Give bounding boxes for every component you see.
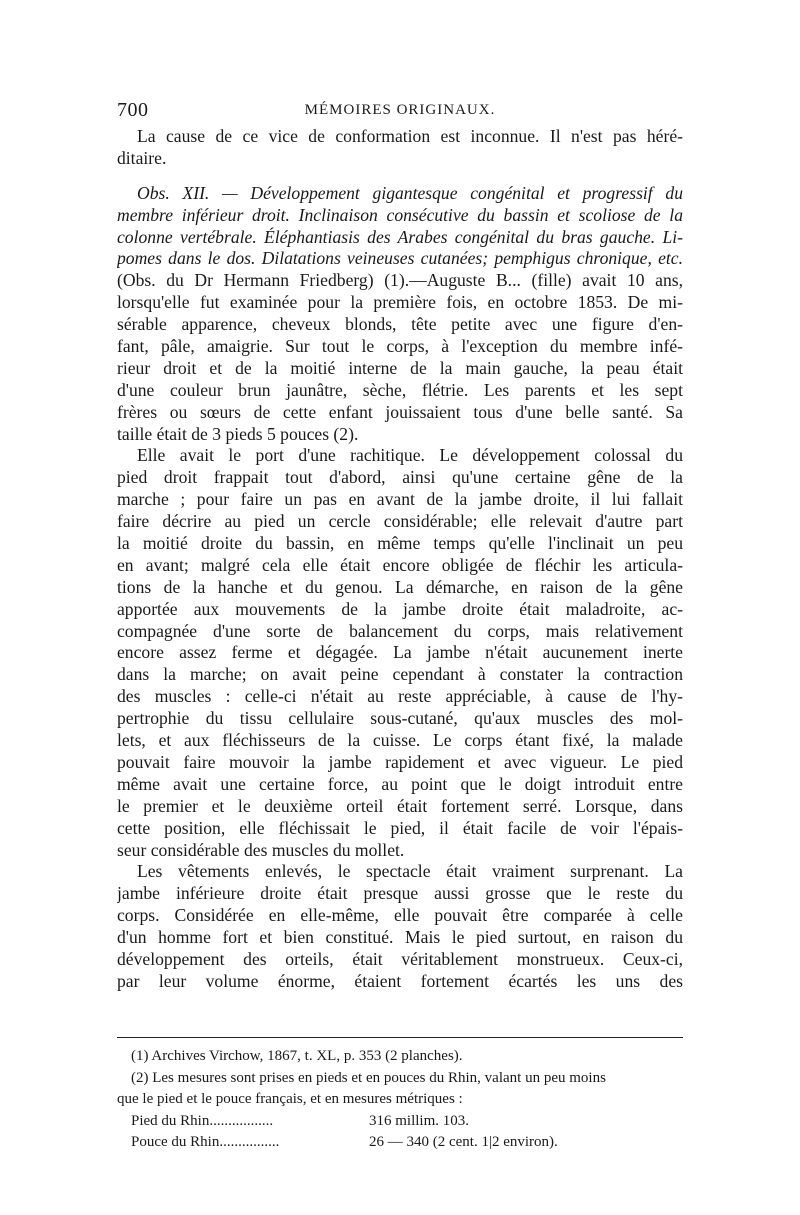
text-line: sérable apparence, cheveux blonds, tête petite avec une figure d'en- <box>117 314 683 335</box>
text-line: en avant; malgré cela elle était encore obligée de fléchir les articula- <box>117 554 683 575</box>
text-line: corps. Considérée en elle-même, elle pouvait être comparée à celle <box>117 905 683 926</box>
footnotes <box>117 1046 683 1154</box>
text-line: développement des orteils, était véritablement monstrueux. Ceux-ci, <box>117 948 683 969</box>
text-line: colonne vertébrale. Éléphantiasis des Arabes congénital du bras gauche. Li- <box>117 226 683 247</box>
text-line: (Obs. du Dr Hermann Friedberg) (1).—Auguste B... (fille) avait 10 ans, <box>117 270 683 291</box>
measure-label-pied: Pied du Rhin................. <box>131 1112 274 1129</box>
text-line: pouvait faire mouvoir la jambe rapidement et avec vigueur. Le pied <box>117 751 683 772</box>
text-line: rieur droit et de la moitié interne de la main gauche, la peau était <box>117 357 683 378</box>
text-line: fant, pâle, amaigrie. Sur tout le corps, à l'exception du membre infé- <box>117 336 683 357</box>
text-line: encore assez ferme et dégagée. La jambe n'était aucunement inerte <box>117 642 683 663</box>
text-line: Elle avait le port d'une rachitique. Le développement colossal du <box>137 445 683 466</box>
running-head: MÉMOIRES ORIGINAUX. <box>304 102 496 118</box>
measure-value-pied: 316 millim. 103. <box>369 1112 470 1129</box>
text-line: Obs. XII. — Développement gigantesque congénital et progressif du <box>137 182 683 203</box>
footnote-rule <box>117 1037 683 1038</box>
footnote-1: (1) Archives Virchow, 1867, t. XL, p. 353 (2 planches). <box>131 1048 463 1064</box>
text-line: frères ou sœurs de cette enfant jouissaient tous d'une belle santé. Sa <box>117 401 683 422</box>
measure-value-pouce: 26 — 340 (2 cent. 1|2 environ). <box>369 1134 558 1150</box>
text-line: compagnée d'une sorte de balancement du corps, mais relativement <box>117 620 683 641</box>
text-line: membre inférieur droit. Inclinaison consécutive du bassin et scoliose de la <box>117 204 683 225</box>
text-line: même avait une certaine force, au point que le doigt introduit entre <box>117 773 683 794</box>
text-line: seur considérable des muscles du mollet. <box>117 839 405 860</box>
page-header <box>117 99 683 125</box>
text-line: marche ; pour faire un pas en avant de la jambe droite, il lui fallait <box>117 489 683 510</box>
text-line: jambe inférieure droite était presque aussi grosse que le reste du <box>117 883 683 904</box>
text-line: lorsqu'elle fut examinée pour la première fois, en octobre 1853. De mi- <box>117 292 683 313</box>
measure-label-pouce: Pouce du Rhin................ <box>131 1134 280 1150</box>
text-line: pomes dans le dos. Dilatations veineuses cutanées; pemphigus chronique, etc. <box>117 248 683 269</box>
footnote-2-line-2: que le pied et le pouce français, et en mesures métriques : <box>117 1091 463 1107</box>
text-line: faire décrire au pied un cercle considérable; elle relevait d'autre part <box>117 511 683 532</box>
text-line: par leur volume énorme, étaient fortement écartés les uns des <box>117 970 683 991</box>
text-line: La cause de ce vice de conformation est inconnue. Il n'est pas héré- <box>137 126 683 146</box>
text-line: la moitié droite du bassin, en même temps qu'elle l'inclinait un peu <box>117 533 683 554</box>
text-line: pertrophie du tissu cellulaire sous-cutané, qu'aux muscles des mol- <box>117 708 683 729</box>
body-text <box>117 126 683 993</box>
text-line: pied droit frappait tout d'abord, ainsi qu'une certaine gêne de la <box>117 467 683 488</box>
text-line: ditaire. <box>117 147 167 168</box>
text-line: des muscles : celle-ci n'était au reste appréciable, à cause de l'hy- <box>117 686 683 707</box>
paragraph-gap <box>117 170 683 183</box>
text-line: le premier et le deuxième orteil était fortement serré. Lorsque, dans <box>117 795 683 816</box>
text-line: tions de la hanche et du genou. La démarche, en raison de la gêne <box>117 576 683 597</box>
measure-row-pouce <box>117 1132 683 1154</box>
footnote-2-line-1: (2) Les mesures sont prises en pieds et en pouces du Rhin, valant un peu moins <box>131 1069 606 1086</box>
text-line: apportée aux mouvements de la jambe droite était maladroite, ac- <box>117 598 683 619</box>
text-line: d'une couleur brun jaunâtre, sèche, flétrie. Les parents et les sept <box>117 379 683 400</box>
text-line: taille était de 3 pieds 5 pouces (2). <box>117 423 359 444</box>
text-line: cette position, elle fléchissait le pied, il était facile de voir l'épais- <box>117 817 683 838</box>
measure-row-pied <box>117 1111 683 1133</box>
text-line: dans la marche; on avait peine cependant à constater la contraction <box>117 664 683 685</box>
text-line: Les vêtements enlevés, le spectacle était vraiment surprenant. La <box>137 861 683 882</box>
text-line: lets, et aux fléchisseurs de la cuisse. Le corps étant fixé, la malade <box>117 730 683 751</box>
text-line: d'un homme fort et bien constitué. Mais le pied surtout, en raison du <box>117 927 683 948</box>
page-number: 700 <box>117 99 149 121</box>
